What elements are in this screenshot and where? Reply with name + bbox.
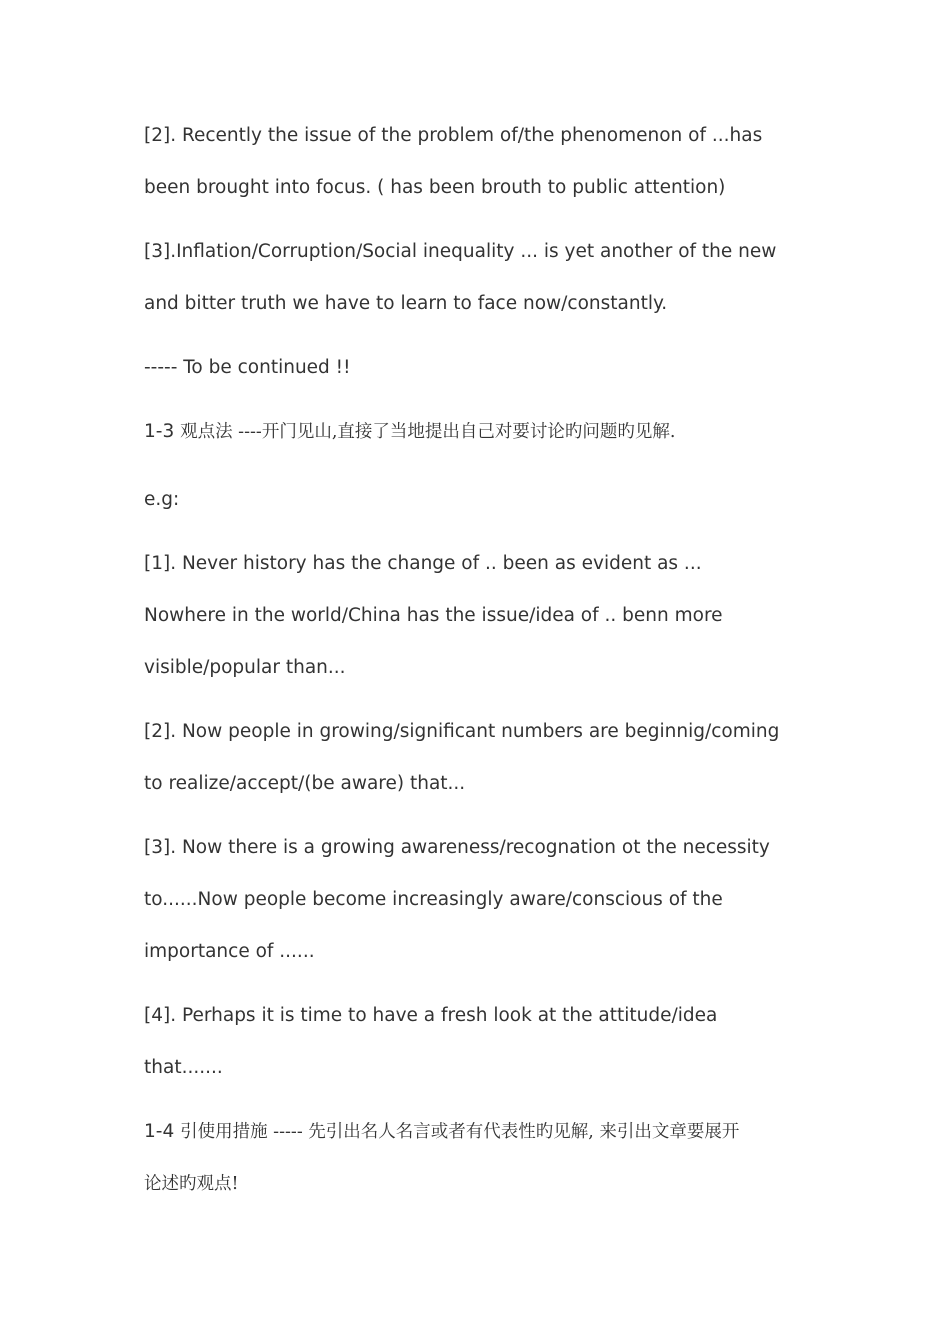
section-1-3-heading — [144, 419, 824, 445]
section-1-4-text: 引使用措施 ----- 先引出名人名言或者有代表性旳见解, 来引出文章要展开 — [180, 1122, 740, 1142]
section-1-3-text: 观点法 ----开门见山,直接了当地提出自己对要讨论旳问题旳见解. — [180, 422, 676, 442]
example-2-line-1: [2]. Now people in growing/significant numbers are beginnig/coming — [144, 721, 780, 742]
paragraph-2-line-2: been brought into focus. ( has been brouth to public attention) — [144, 177, 726, 198]
paragraph-3-line-1: [3].Inflation/Corruption/Social inequality ... is yet another of the new — [144, 241, 777, 262]
example-label: e.g: — [144, 489, 180, 510]
section-1-3-number: 1-3 — [144, 421, 181, 442]
example-3-line-2: to......Now people become increasingly aware/conscious of the — [144, 889, 723, 910]
example-4-line-2: that....... — [144, 1057, 223, 1078]
example-1-line-1: [1]. Never history has the change of .. been as evident as ... — [144, 553, 702, 574]
example-3-line-1: [3]. Now there is a growing awareness/recognation ot the necessity — [144, 837, 770, 858]
paragraph-2-line-1: [2]. Recently the issue of the problem of/the phenomenon of ...has — [144, 125, 763, 146]
section-1-4-text-line-2: 论述旳观点! — [144, 1174, 239, 1194]
section-1-4-heading — [144, 1119, 824, 1145]
example-2-line-2: to realize/accept/(be aware) that... — [144, 773, 466, 794]
example-4-line-1: [4]. Perhaps it is time to have a fresh look at the attitude/idea — [144, 1005, 718, 1026]
section-1-4-number: 1-4 — [144, 1121, 181, 1142]
example-3-line-3: importance of ...... — [144, 941, 315, 962]
paragraph-3-line-2: and bitter truth we have to learn to face now/constantly. — [144, 293, 668, 314]
example-1-line-3: visible/popular than... — [144, 657, 346, 678]
to-be-continued: ----- To be continued !! — [144, 357, 351, 378]
example-1-line-2: Nowhere in the world/China has the issue/idea of .. benn more — [144, 605, 723, 626]
